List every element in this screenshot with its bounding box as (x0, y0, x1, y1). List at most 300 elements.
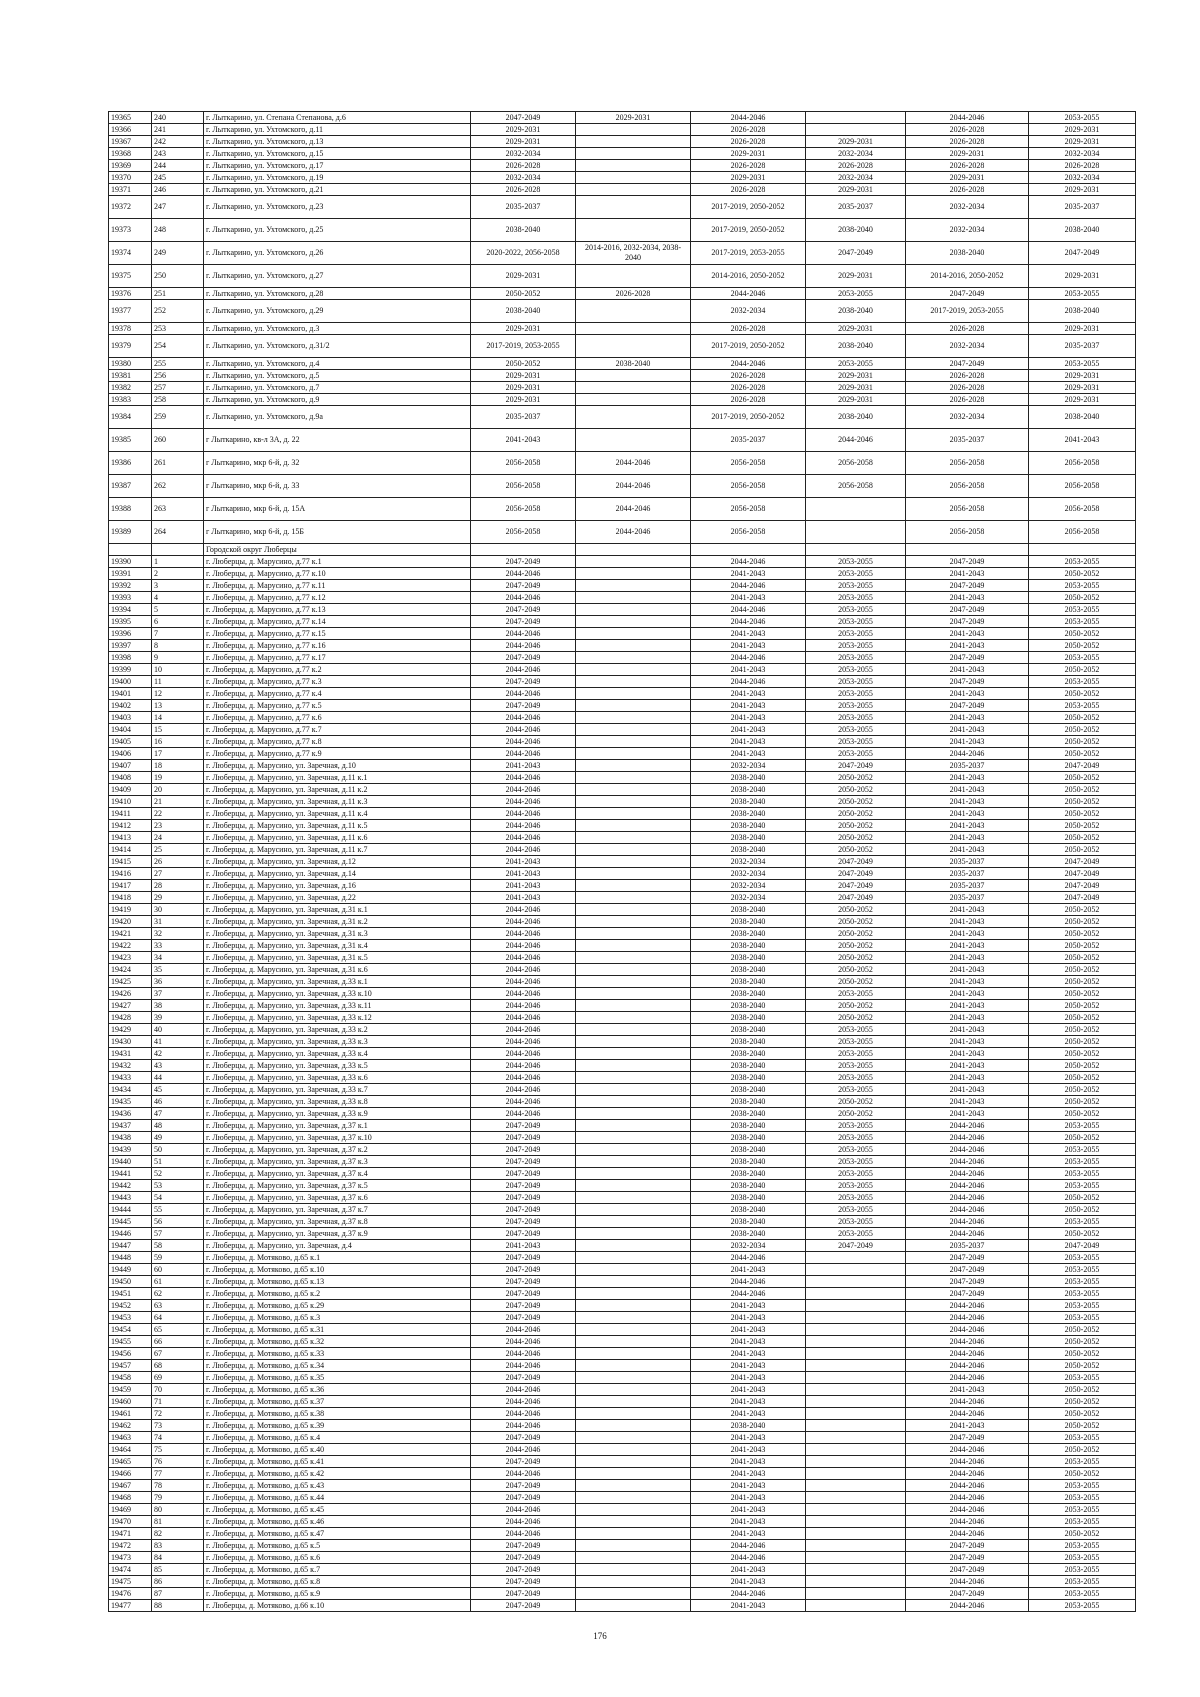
period-cell-5: 2047-2049 (906, 1276, 1029, 1288)
period-cell-4: 2047-2049 (806, 880, 906, 892)
address-cell: г. Люберцы, д. Марусино, ул. Заречная, д.37 к.2 (204, 1144, 471, 1156)
period-cell-2 (576, 868, 691, 880)
item-number-cell: 263 (152, 498, 204, 521)
period-cell-1: 2026-2028 (471, 184, 576, 196)
record-id-cell: 19470 (109, 1516, 152, 1528)
item-number-cell: 80 (152, 1504, 204, 1516)
address-cell: г. Люберцы, д. Марусино, ул. Заречная, д.33 к.5 (204, 1060, 471, 1072)
period-cell-2 (576, 760, 691, 772)
record-id-cell: 19434 (109, 1084, 152, 1096)
period-cell-4 (806, 1348, 906, 1360)
period-cell-1: 2044-2046 (471, 1108, 576, 1120)
period-cell-2 (576, 832, 691, 844)
period-cell-6: 2053-2055 (1029, 1372, 1136, 1384)
address-cell: г. Люберцы, д. Мотяково, д.65 к.6 (204, 1552, 471, 1564)
period-cell-1: 2044-2046 (471, 1348, 576, 1360)
period-cell-1: 2047-2049 (471, 1552, 576, 1564)
record-id-cell: 19455 (109, 1336, 152, 1348)
item-number-cell: 66 (152, 1336, 204, 1348)
address-cell: г. Люберцы, д. Марусино, ул. Заречная, д.33 к.3 (204, 1036, 471, 1048)
record-id-cell: 19390 (109, 556, 152, 568)
period-cell-5: 2041-2043 (906, 628, 1029, 640)
period-cell-6: 2050-2052 (1029, 1132, 1136, 1144)
period-cell-1: 2044-2046 (471, 1324, 576, 1336)
item-number-cell: 16 (152, 736, 204, 748)
period-cell-5: 2047-2049 (906, 1288, 1029, 1300)
period-cell-6: 2053-2055 (1029, 288, 1136, 300)
period-cell-5: 2041-2043 (906, 1060, 1029, 1072)
period-cell-5: 2047-2049 (906, 1588, 1029, 1600)
period-cell-3: 2038-2040 (691, 1192, 806, 1204)
period-cell-1: 2047-2049 (471, 1492, 576, 1504)
address-cell: г. Люберцы, д. Мотяково, д.65 к.46 (204, 1516, 471, 1528)
period-cell-5: 2038-2040 (906, 242, 1029, 265)
period-cell-3: 2038-2040 (691, 1108, 806, 1120)
item-number-cell: 57 (152, 1228, 204, 1240)
period-cell-3: 2026-2028 (691, 136, 806, 148)
period-cell-1: 2047-2049 (471, 604, 576, 616)
period-cell-1: 2044-2046 (471, 592, 576, 604)
section-header-row (109, 544, 1136, 556)
table-row (109, 772, 1136, 784)
period-cell-4: 2050-2052 (806, 1108, 906, 1120)
period-cell-2 (576, 1588, 691, 1600)
period-cell-4: 2053-2055 (806, 676, 906, 688)
period-cell-5: 2041-2043 (906, 1108, 1029, 1120)
address-cell: г. Лыткарино, ул. Ухтомского, д.31/2 (204, 335, 471, 358)
table-row (109, 892, 1136, 904)
period-cell-2 (576, 628, 691, 640)
record-id-cell: 19430 (109, 1036, 152, 1048)
record-id-cell: 19474 (109, 1564, 152, 1576)
schedule-sheet (108, 111, 1100, 1612)
table-row (109, 808, 1136, 820)
record-id-cell: 19438 (109, 1132, 152, 1144)
period-cell-4 (806, 1300, 906, 1312)
period-cell-6: 2053-2055 (1029, 604, 1136, 616)
period-cell-1: 2047-2049 (471, 1276, 576, 1288)
period-cell-2 (576, 844, 691, 856)
address-cell: г. Люберцы, д. Мотяково, д.65 к.1 (204, 1252, 471, 1264)
period-cell-6: 2056-2058 (1029, 475, 1136, 498)
period-cell-4: 2053-2055 (806, 664, 906, 676)
period-cell-4 (806, 112, 906, 124)
item-number-cell: 63 (152, 1300, 204, 1312)
table-row (109, 1060, 1136, 1072)
address-cell: г. Люберцы, д. Марусино, д.77 к.1 (204, 556, 471, 568)
period-cell-2: 2044-2046 (576, 521, 691, 544)
period-cell-1: 2047-2049 (471, 1168, 576, 1180)
period-cell-5: 2044-2046 (906, 748, 1029, 760)
period-cell-6: 2047-2049 (1029, 242, 1136, 265)
table-row (109, 1348, 1136, 1360)
address-cell: г. Люберцы, д. Марусино, ул. Заречная, д.11 к.7 (204, 844, 471, 856)
table-row (109, 676, 1136, 688)
table-row (109, 219, 1136, 242)
period-cell-1: 2047-2049 (471, 1576, 576, 1588)
period-cell-3: 2038-2040 (691, 1000, 806, 1012)
period-cell-5: 2041-2043 (906, 1024, 1029, 1036)
period-cell-5: 2041-2043 (906, 592, 1029, 604)
record-id-cell: 19461 (109, 1408, 152, 1420)
item-number-cell: 49 (152, 1132, 204, 1144)
period-cell-4 (806, 1276, 906, 1288)
record-id-cell: 19386 (109, 452, 152, 475)
address-cell: г. Люберцы, д. Мотяково, д.65 к.40 (204, 1444, 471, 1456)
period-cell-4: 2053-2055 (806, 688, 906, 700)
record-id-cell: 19401 (109, 688, 152, 700)
address-cell: г. Лыткарино, ул. Ухтомского, д.23 (204, 196, 471, 219)
period-cell-1: 2041-2043 (471, 868, 576, 880)
item-number-cell: 19 (152, 772, 204, 784)
item-number-cell: 45 (152, 1084, 204, 1096)
period-cell-2 (576, 196, 691, 219)
period-cell-4: 2044-2046 (806, 429, 906, 452)
record-id-cell (109, 544, 152, 556)
period-cell-3: 2026-2028 (691, 323, 806, 335)
period-cell-3: 2041-2043 (691, 1264, 806, 1276)
table-row (109, 1504, 1136, 1516)
table-row (109, 616, 1136, 628)
item-number-cell: 79 (152, 1492, 204, 1504)
period-cell-1: 2047-2049 (471, 1120, 576, 1132)
period-cell-4: 2047-2049 (806, 1240, 906, 1252)
item-number-cell: 55 (152, 1204, 204, 1216)
period-cell-2 (576, 928, 691, 940)
period-cell-5: 2029-2031 (906, 172, 1029, 184)
period-cell-1: 2047-2049 (471, 616, 576, 628)
period-cell-5: 2041-2043 (906, 844, 1029, 856)
item-number-cell: 51 (152, 1156, 204, 1168)
period-cell-2 (576, 1276, 691, 1288)
record-id-cell: 19391 (109, 568, 152, 580)
period-cell-1: 2047-2049 (471, 1228, 576, 1240)
period-cell-2 (576, 1264, 691, 1276)
record-id-cell: 19380 (109, 358, 152, 370)
period-cell-4: 2050-2052 (806, 784, 906, 796)
period-cell-3: 2044-2046 (691, 112, 806, 124)
period-cell-6: 2050-2052 (1029, 1072, 1136, 1084)
period-cell-6: 2050-2052 (1029, 1096, 1136, 1108)
period-cell-1 (471, 544, 576, 556)
period-cell-4: 2053-2055 (806, 988, 906, 1000)
item-number-cell: 75 (152, 1444, 204, 1456)
item-number-cell: 61 (152, 1276, 204, 1288)
address-cell: г. Люберцы, д. Марусино, д.77 к.12 (204, 592, 471, 604)
period-cell-5: 2041-2043 (906, 916, 1029, 928)
record-id-cell: 19426 (109, 988, 152, 1000)
period-cell-6: 2050-2052 (1029, 784, 1136, 796)
table-row (109, 1276, 1136, 1288)
period-cell-3: 2044-2046 (691, 1552, 806, 1564)
period-cell-5: 2041-2043 (906, 808, 1029, 820)
item-number-cell: 23 (152, 820, 204, 832)
period-cell-3: 2041-2043 (691, 1432, 806, 1444)
period-cell-6: 2050-2052 (1029, 1408, 1136, 1420)
item-number-cell: 85 (152, 1564, 204, 1576)
table-row (109, 604, 1136, 616)
period-cell-3: 2041-2043 (691, 628, 806, 640)
address-cell: г. Лыткарино, ул. Ухтомского, д.7 (204, 382, 471, 394)
period-cell-1: 2026-2028 (471, 160, 576, 172)
period-cell-4 (806, 1528, 906, 1540)
table-row (109, 1120, 1136, 1132)
item-number-cell: 83 (152, 1540, 204, 1552)
table-row (109, 700, 1136, 712)
period-cell-2 (576, 748, 691, 760)
period-cell-1: 2044-2046 (471, 724, 576, 736)
period-cell-6: 2029-2031 (1029, 394, 1136, 406)
period-cell-3: 2041-2043 (691, 736, 806, 748)
record-id-cell: 19402 (109, 700, 152, 712)
record-id-cell: 19408 (109, 772, 152, 784)
item-number-cell: 52 (152, 1168, 204, 1180)
period-cell-6: 2050-2052 (1029, 1228, 1136, 1240)
period-cell-6: 2053-2055 (1029, 1168, 1136, 1180)
period-cell-4 (806, 1408, 906, 1420)
period-cell-5: 2032-2034 (906, 196, 1029, 219)
item-number-cell: 250 (152, 265, 204, 288)
period-cell-6: 2047-2049 (1029, 1240, 1136, 1252)
period-cell-4: 2050-2052 (806, 1000, 906, 1012)
period-cell-3: 2041-2043 (691, 568, 806, 580)
period-cell-6: 2050-2052 (1029, 1012, 1136, 1024)
period-cell-6: 2050-2052 (1029, 808, 1136, 820)
record-id-cell: 19424 (109, 964, 152, 976)
table-row (109, 1564, 1136, 1576)
period-cell-2 (576, 1300, 691, 1312)
period-cell-5: 2056-2058 (906, 521, 1029, 544)
record-id-cell: 19412 (109, 820, 152, 832)
period-cell-1: 2047-2049 (471, 1252, 576, 1264)
period-cell-3: 2041-2043 (691, 1360, 806, 1372)
address-cell: г. Лыткарино, ул. Ухтомского, д.9а (204, 406, 471, 429)
period-cell-3: 2041-2043 (691, 1444, 806, 1456)
period-cell-4: 2053-2055 (806, 1192, 906, 1204)
address-cell: г. Люберцы, д. Марусино, ул. Заречная, д.33 к.10 (204, 988, 471, 1000)
table-row (109, 736, 1136, 748)
record-id-cell: 19369 (109, 160, 152, 172)
address-cell: г. Люберцы, д. Мотяково, д.65 к.33 (204, 1348, 471, 1360)
item-number-cell: 73 (152, 1420, 204, 1432)
item-number-cell: 245 (152, 172, 204, 184)
period-cell-1: 2044-2046 (471, 976, 576, 988)
item-number-cell: 260 (152, 429, 204, 452)
address-cell: г. Люберцы, д. Марусино, ул. Заречная, д.37 к.6 (204, 1192, 471, 1204)
period-cell-4 (806, 1516, 906, 1528)
period-cell-4 (806, 1468, 906, 1480)
period-cell-5: 2047-2049 (906, 1432, 1029, 1444)
period-cell-1: 2047-2049 (471, 1312, 576, 1324)
period-cell-1: 2029-2031 (471, 382, 576, 394)
period-cell-6: 2041-2043 (1029, 429, 1136, 452)
period-cell-2 (576, 1024, 691, 1036)
period-cell-2 (576, 724, 691, 736)
period-cell-4: 2050-2052 (806, 964, 906, 976)
period-cell-1: 2044-2046 (471, 916, 576, 928)
item-number-cell: 8 (152, 640, 204, 652)
period-cell-5: 2044-2046 (906, 112, 1029, 124)
item-number-cell: 78 (152, 1480, 204, 1492)
period-cell-6: 2053-2055 (1029, 112, 1136, 124)
period-cell-3: 2038-2040 (691, 988, 806, 1000)
period-cell-3: 2017-2019, 2050-2052 (691, 196, 806, 219)
table-row (109, 880, 1136, 892)
period-cell-4: 2053-2055 (806, 1228, 906, 1240)
period-cell-1: 2041-2043 (471, 892, 576, 904)
period-cell-3: 2038-2040 (691, 1204, 806, 1216)
period-cell-2 (576, 1288, 691, 1300)
period-cell-6: 2050-2052 (1029, 988, 1136, 1000)
period-cell-3: 2041-2043 (691, 724, 806, 736)
table-row (109, 784, 1136, 796)
item-number-cell: 17 (152, 748, 204, 760)
record-id-cell: 19400 (109, 676, 152, 688)
period-cell-2 (576, 1036, 691, 1048)
period-cell-2 (576, 604, 691, 616)
address-cell: г. Люберцы, д. Марусино, ул. Заречная, д.37 к.5 (204, 1180, 471, 1192)
period-cell-6: 2032-2034 (1029, 172, 1136, 184)
address-cell: г. Люберцы, д. Марусино, ул. Заречная, д.33 к.9 (204, 1108, 471, 1120)
period-cell-3: 2038-2040 (691, 1132, 806, 1144)
record-id-cell: 19409 (109, 784, 152, 796)
period-cell-3: 2038-2040 (691, 1096, 806, 1108)
table-row (109, 124, 1136, 136)
period-cell-3: 2038-2040 (691, 1060, 806, 1072)
item-number-cell: 59 (152, 1252, 204, 1264)
address-cell: г. Люберцы, д. Мотяково, д.65 к.47 (204, 1528, 471, 1540)
period-cell-5: 2047-2049 (906, 1252, 1029, 1264)
period-cell-5: 2047-2049 (906, 676, 1029, 688)
period-cell-3: 2038-2040 (691, 796, 806, 808)
record-id-cell: 19459 (109, 1384, 152, 1396)
period-cell-4 (806, 1264, 906, 1276)
period-cell-4: 2050-2052 (806, 796, 906, 808)
period-cell-5: 2026-2028 (906, 382, 1029, 394)
period-cell-6: 2047-2049 (1029, 892, 1136, 904)
period-cell-6: 2050-2052 (1029, 736, 1136, 748)
record-id-cell: 19373 (109, 219, 152, 242)
address-cell: г. Люберцы, д. Мотяково, д.65 к.8 (204, 1576, 471, 1588)
period-cell-5: 2041-2043 (906, 988, 1029, 1000)
address-cell: г. Люберцы, д. Марусино, ул. Заречная, д.31 к.2 (204, 916, 471, 928)
period-cell-4: 2038-2040 (806, 406, 906, 429)
record-id-cell: 19421 (109, 928, 152, 940)
record-id-cell: 19468 (109, 1492, 152, 1504)
period-cell-4: 2053-2055 (806, 1216, 906, 1228)
item-number-cell: 35 (152, 964, 204, 976)
address-cell: г. Люберцы, д. Мотяково, д.65 к.37 (204, 1396, 471, 1408)
period-cell-1: 2044-2046 (471, 1516, 576, 1528)
period-cell-5: 2044-2046 (906, 1516, 1029, 1528)
period-cell-4: 2053-2055 (806, 724, 906, 736)
period-cell-1: 2041-2043 (471, 429, 576, 452)
period-cell-3: 2038-2040 (691, 952, 806, 964)
table-row (109, 1264, 1136, 1276)
item-number-cell: 252 (152, 300, 204, 323)
table-row (109, 429, 1136, 452)
address-cell: г. Люберцы, д. Марусино, ул. Заречная, д.14 (204, 868, 471, 880)
table-row (109, 288, 1136, 300)
record-id-cell: 19432 (109, 1060, 152, 1072)
period-cell-1: 2047-2049 (471, 1264, 576, 1276)
record-id-cell: 19404 (109, 724, 152, 736)
period-cell-5: 2032-2034 (906, 219, 1029, 242)
record-id-cell: 19413 (109, 832, 152, 844)
period-cell-6: 2053-2055 (1029, 1552, 1136, 1564)
period-cell-1: 2038-2040 (471, 300, 576, 323)
address-cell: г. Лыткарино, ул. Ухтомского, д.21 (204, 184, 471, 196)
record-id-cell: 19457 (109, 1360, 152, 1372)
table-row (109, 265, 1136, 288)
period-cell-4: 2050-2052 (806, 1012, 906, 1024)
period-cell-1: 2047-2049 (471, 1156, 576, 1168)
record-id-cell: 19399 (109, 664, 152, 676)
period-cell-6: 2053-2055 (1029, 580, 1136, 592)
address-cell: г. Люберцы, д. Марусино, ул. Заречная, д.11 к.1 (204, 772, 471, 784)
period-cell-1: 2044-2046 (471, 1504, 576, 1516)
period-cell-5: 2035-2037 (906, 892, 1029, 904)
period-cell-6: 2053-2055 (1029, 1516, 1136, 1528)
table-row (109, 1384, 1136, 1396)
period-cell-5: 2041-2043 (906, 1000, 1029, 1012)
period-cell-4: 2029-2031 (806, 184, 906, 196)
address-cell: г. Люберцы, д. Марусино, ул. Заречная, д.33 к.12 (204, 1012, 471, 1024)
record-id-cell: 19467 (109, 1480, 152, 1492)
table-row (109, 242, 1136, 265)
record-id-cell: 19427 (109, 1000, 152, 1012)
period-cell-4 (806, 1360, 906, 1372)
period-cell-6: 2053-2055 (1029, 1576, 1136, 1588)
period-cell-5: 2044-2046 (906, 1156, 1029, 1168)
table-row (109, 1048, 1136, 1060)
period-cell-2 (576, 1432, 691, 1444)
item-number-cell: 258 (152, 394, 204, 406)
period-cell-4: 2053-2055 (806, 1024, 906, 1036)
period-cell-4: 2050-2052 (806, 952, 906, 964)
period-cell-2 (576, 1000, 691, 1012)
period-cell-5: 2044-2046 (906, 1180, 1029, 1192)
period-cell-5: 2044-2046 (906, 1408, 1029, 1420)
period-cell-3: 2038-2040 (691, 1012, 806, 1024)
period-cell-3: 2038-2040 (691, 1072, 806, 1084)
period-cell-6: 2050-2052 (1029, 772, 1136, 784)
period-cell-3: 2038-2040 (691, 1144, 806, 1156)
record-id-cell: 19414 (109, 844, 152, 856)
period-cell-3: 2041-2043 (691, 748, 806, 760)
period-cell-4: 2050-2052 (806, 940, 906, 952)
period-cell-1: 2047-2049 (471, 1588, 576, 1600)
period-cell-5: 2041-2043 (906, 1036, 1029, 1048)
period-cell-5: 2041-2043 (906, 832, 1029, 844)
item-number-cell: 40 (152, 1024, 204, 1036)
period-cell-1: 2044-2046 (471, 628, 576, 640)
table-row (109, 1288, 1136, 1300)
table-row (109, 1144, 1136, 1156)
period-cell-4: 2053-2055 (806, 556, 906, 568)
table-row (109, 976, 1136, 988)
period-cell-1: 2056-2058 (471, 521, 576, 544)
period-cell-3: 2026-2028 (691, 382, 806, 394)
record-id-cell: 19377 (109, 300, 152, 323)
record-id-cell: 19451 (109, 1288, 152, 1300)
period-cell-6: 2050-2052 (1029, 844, 1136, 856)
period-cell-5: 2044-2046 (906, 1456, 1029, 1468)
record-id-cell: 19422 (109, 940, 152, 952)
period-cell-3: 2038-2040 (691, 820, 806, 832)
period-cell-4 (806, 1540, 906, 1552)
period-cell-4: 2047-2049 (806, 242, 906, 265)
